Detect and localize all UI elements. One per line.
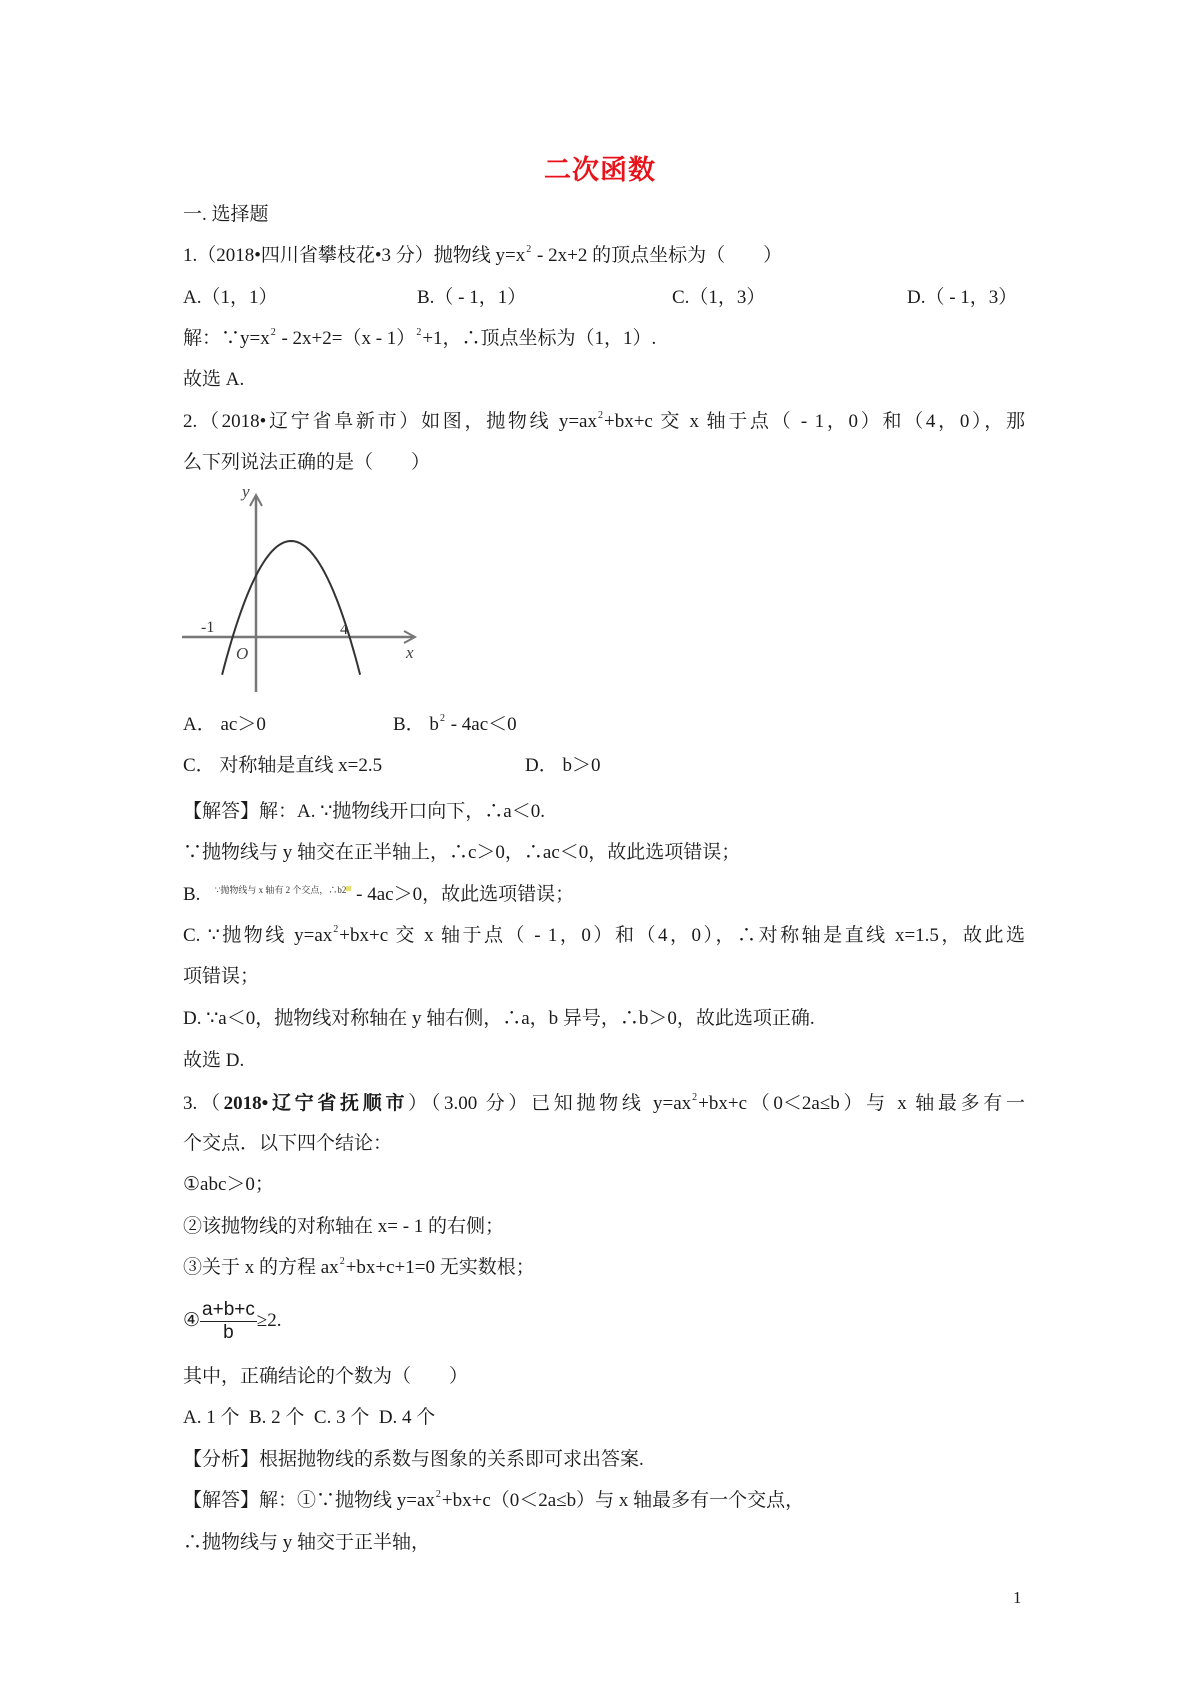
text: - 2x+2=（x - 1） bbox=[276, 328, 416, 349]
text: 解：∵y=x bbox=[183, 328, 270, 349]
q2-option-c: C． 对称轴是直线 x=2.5 bbox=[183, 755, 383, 776]
x-axis-label: x bbox=[406, 643, 414, 662]
origin-label: O bbox=[236, 644, 249, 663]
q3-stem bbox=[183, 1092, 1025, 1116]
q2-answer-line: ∵抛物线与 y 轴交在正半轴上，∴c＞0，∴ac＜0，故此选项错误； bbox=[183, 842, 741, 863]
q2-answer-line bbox=[183, 924, 1025, 948]
q1-option-c: C.（1，3） bbox=[672, 287, 766, 308]
q2-stem-line2: 么下列说法正确的是（ ） bbox=[183, 452, 431, 473]
text: ）（3.00 分）已知抛物线 y=ax bbox=[408, 1093, 692, 1114]
q2-option-d: D． b＞0 bbox=[525, 755, 601, 776]
text: B. bbox=[183, 884, 201, 905]
q2-answer-line: 【解答】解：A. ∵抛物线开口向下，∴a＜0. bbox=[183, 801, 545, 822]
text: +1，∴顶点坐标为（1，1）. bbox=[422, 328, 657, 349]
text: +bx+c 交 x 轴于点（ - 1，0）和（4，0），∴对称轴是直线 x=1.5，故此选 bbox=[339, 925, 1025, 946]
text: ④ bbox=[183, 1310, 201, 1331]
q2-answer: 故选 D. bbox=[183, 1050, 245, 1071]
q1-option-d: D.（ - 1，3） bbox=[907, 287, 1018, 308]
text: C. ∵抛物线 y=ax bbox=[183, 925, 333, 946]
section-heading: 一. 选择题 bbox=[183, 204, 269, 225]
q1-option-a: A.（1，1） bbox=[183, 287, 278, 308]
text: 2.（2018•辽宁省阜新市）如图，抛物线 y=ax bbox=[183, 411, 597, 432]
root-right-label: 4 bbox=[340, 621, 348, 638]
q1-solution bbox=[183, 327, 656, 351]
q3-conclusion-4 bbox=[183, 1297, 282, 1345]
q3-question: 其中，正确结论的个数为（ ） bbox=[183, 1366, 469, 1387]
q2-answer-line: D. ∵a＜0，抛物线对称轴在 y 轴右侧，∴a，b 异号，∴b＞0，故此选项正确. bbox=[183, 1008, 815, 1029]
superscript: 2 bbox=[333, 924, 339, 935]
q2-answer-line bbox=[183, 883, 574, 907]
numerator: a+b+c bbox=[202, 1299, 255, 1321]
q1-stem bbox=[183, 244, 782, 268]
root-left-label: -1 bbox=[201, 619, 215, 636]
document-title: 二次函数 bbox=[544, 155, 656, 185]
embedded-small-text: ∵抛物线与 x 轴有 2 个交点，∴b2 bbox=[214, 885, 347, 895]
q2-answer-line: 项错误； bbox=[183, 966, 260, 987]
q2-option-b bbox=[393, 713, 517, 737]
superscript: 2 bbox=[692, 1092, 698, 1103]
superscript: 2 bbox=[598, 410, 603, 421]
fraction bbox=[200, 1299, 257, 1344]
text: - 4ac＜0 bbox=[445, 714, 517, 735]
text: +bx+c（0＜2a≤b）与 x 轴最多有一 bbox=[698, 1093, 1025, 1114]
text: - 2x+2 的顶点坐标为（ ） bbox=[532, 245, 783, 266]
text: - 4ac＞0，故此选项错误； bbox=[351, 884, 575, 905]
q2-stem bbox=[183, 410, 1025, 434]
text: 3.（ bbox=[183, 1093, 224, 1114]
q3-answer-line bbox=[183, 1489, 804, 1513]
q3-stem-line2: 个交点．以下四个结论： bbox=[183, 1133, 393, 1154]
y-axis-label: y bbox=[242, 482, 250, 501]
parabola-figure bbox=[175, 480, 425, 700]
text: +bx+c+1=0 无实数根； bbox=[345, 1257, 535, 1278]
q3-answer-line: ∴抛物线与 y 轴交于正半轴， bbox=[183, 1532, 431, 1553]
text: +bx+c 交 x 轴于点（ - 1，0）和（4，0），那 bbox=[604, 411, 1025, 432]
text: ≥2. bbox=[256, 1310, 282, 1331]
q3-conclusion-2: ②该抛物线的对称轴在 x= - 1 的右侧； bbox=[183, 1216, 505, 1237]
superscript: 2 bbox=[435, 1489, 441, 1500]
q1-option-b: B.（ - 1，1） bbox=[417, 287, 527, 308]
text: 【解答】解：①∵抛物线 y=ax bbox=[183, 1490, 435, 1511]
text: ③关于 x 的方程 ax bbox=[183, 1257, 339, 1278]
q3-conclusion-3 bbox=[183, 1256, 535, 1280]
superscript: 2 bbox=[339, 1256, 345, 1267]
superscript: 2 bbox=[416, 327, 422, 338]
superscript: 2 bbox=[439, 713, 445, 724]
text: B． b bbox=[393, 714, 439, 735]
source-bold: 2018•辽宁省抚顺市 bbox=[223, 1093, 409, 1114]
q3-conclusion-1: ①abc＞0； bbox=[183, 1174, 274, 1195]
denominator: b bbox=[223, 1322, 234, 1344]
q2-option-a: A． ac＞0 bbox=[183, 714, 266, 735]
text: 1.（2018•四川省攀枝花•3 分）抛物线 y=x bbox=[183, 245, 526, 266]
q3-analysis: 【分析】根据抛物线的系数与图象的关系即可求出答案. bbox=[183, 1449, 644, 1470]
text: +bx+c（0＜2a≤b）与 x 轴最多有一个交点， bbox=[441, 1490, 805, 1511]
superscript: 2 bbox=[270, 327, 276, 338]
page-number: 1 bbox=[1013, 1588, 1022, 1607]
superscript: 2 bbox=[526, 244, 532, 255]
q3-options: A. 1 个 B. 2 个 C. 3 个 D. 4 个 bbox=[183, 1407, 436, 1428]
q1-answer: 故选 A. bbox=[183, 369, 245, 390]
